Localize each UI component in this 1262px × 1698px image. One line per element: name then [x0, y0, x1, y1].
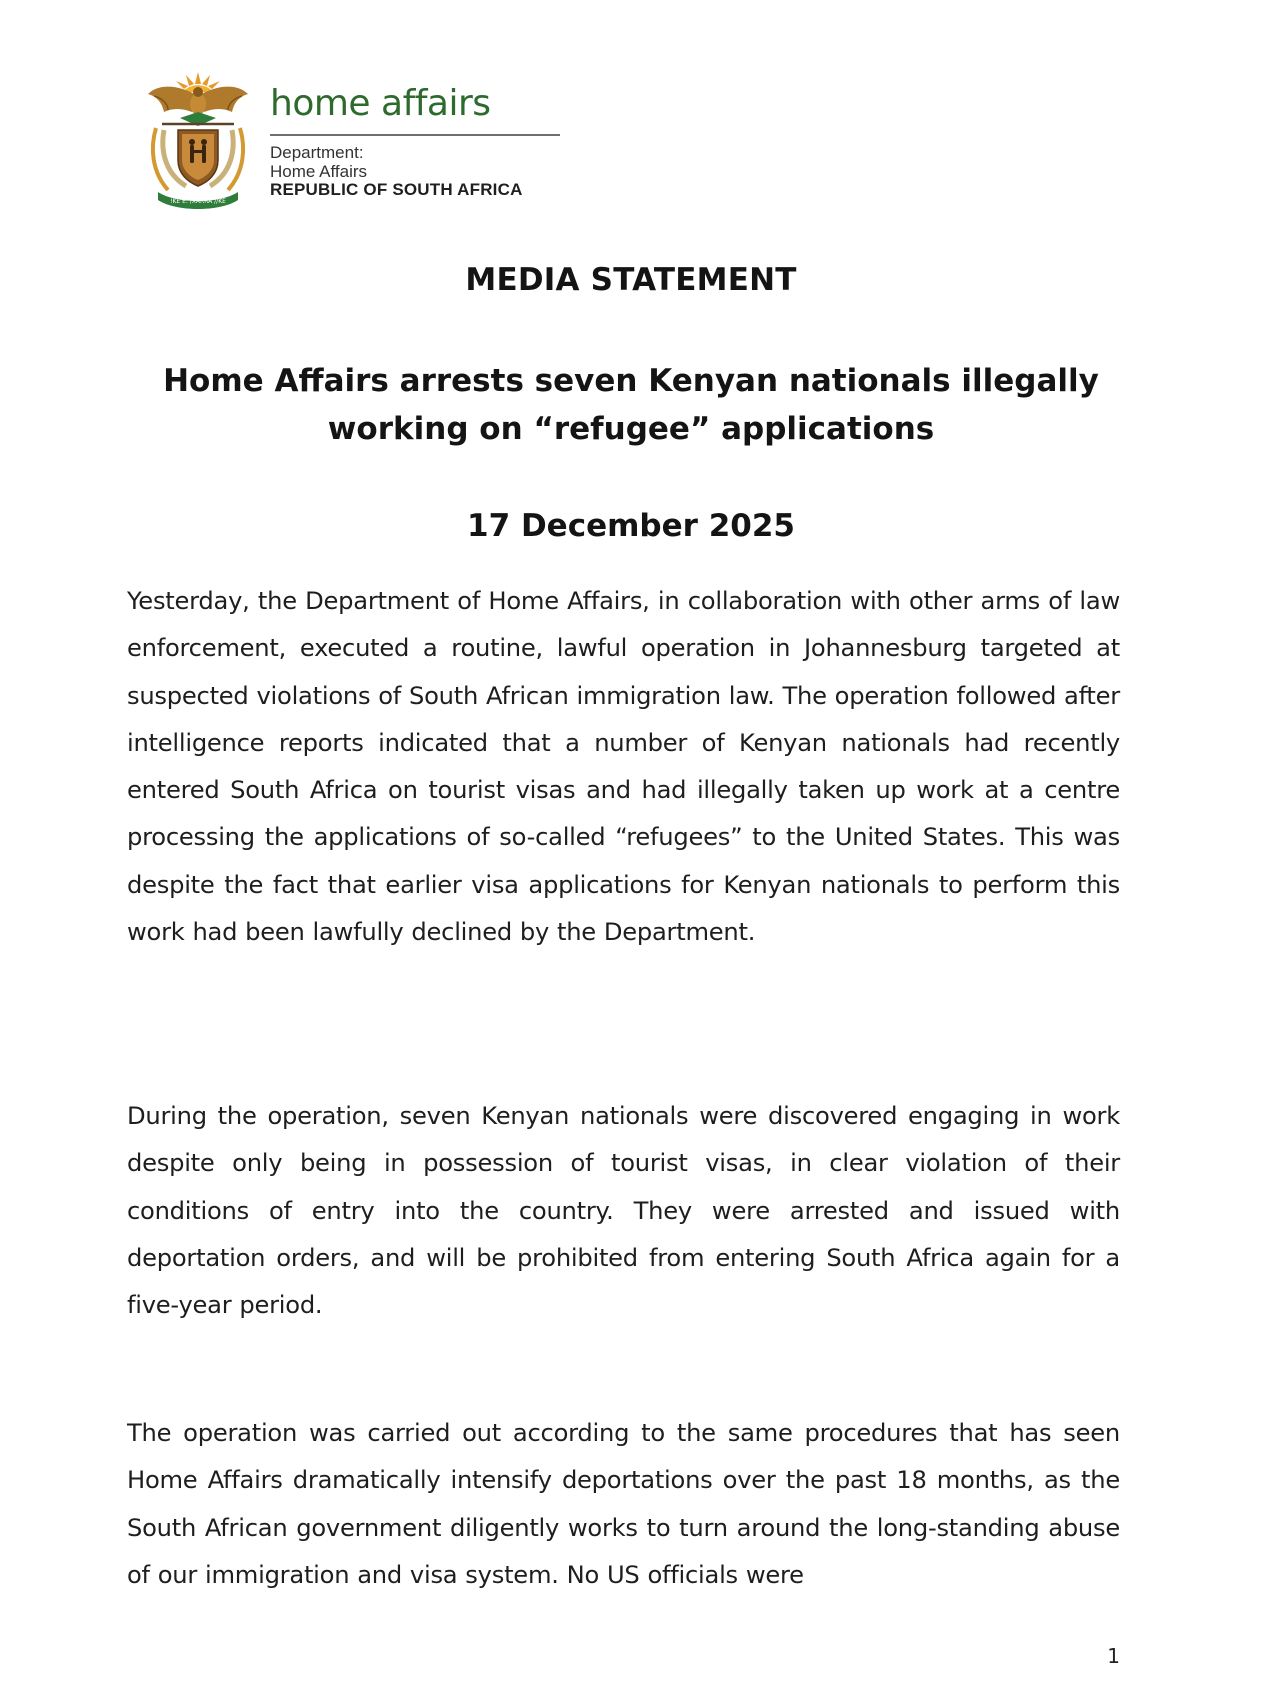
svg-text:!KE E: /XARRA //KE: !KE E: /XARRA //KE — [170, 198, 226, 205]
brand-divider — [270, 134, 560, 136]
headline — [150, 357, 1112, 453]
statement-date: 17 December 2025 — [467, 508, 795, 544]
body-paragraph-2: During the operation, seven Kenyan nationals were discovered engaging in work despite only being in possession of tourist visas, in clear violation of their conditions of entry into the country. They were arrested and issued with deportation orders, and will be prohibited from entering South Africa again for a five-year period. — [127, 1102, 1120, 1320]
page-number: 1 — [1107, 1644, 1120, 1668]
coat-of-arms-logo — [142, 68, 254, 210]
body-paragraph-3: The operation was carried out according to the same procedures that has seen Home Affairs dramatically intensify deportations over the past 18 months, as the South African government diligently works to turn around the long-standing abuse of our immigration and visa system. No US officials were — [127, 1419, 1120, 1589]
department-label: Department: — [270, 143, 364, 162]
body-paragraph-1: Yesterday, the Department of Home Affairs, in collaboration with other arms of law enforcement, executed a routine, lawful operation in Johannesburg targeted at suspected violations of South African immigration law. The operation followed after intelligence reports indicated that a number of Kenyan nationals had recently entered South Africa on tourist visas and had illegally taken up work at a centre processing the applications of so-called “refugees” to the United States. This was despite the fact that earlier visa applications for Kenyan nationals to perform this work had been lawfully declined by the Department. — [127, 587, 1120, 947]
document-type-heading: MEDIA STATEMENT — [465, 262, 797, 298]
letterhead — [142, 68, 582, 218]
headline-line-2: working on “refugee” applications — [327, 411, 935, 447]
department-name: Home Affairs — [270, 162, 368, 181]
country-name: REPUBLIC OF SOUTH AFRICA — [270, 180, 523, 199]
headline-line-1: Home Affairs arrests seven Kenyan nationals illegally — [163, 363, 1099, 399]
brand-name: home affairs — [270, 83, 491, 124]
